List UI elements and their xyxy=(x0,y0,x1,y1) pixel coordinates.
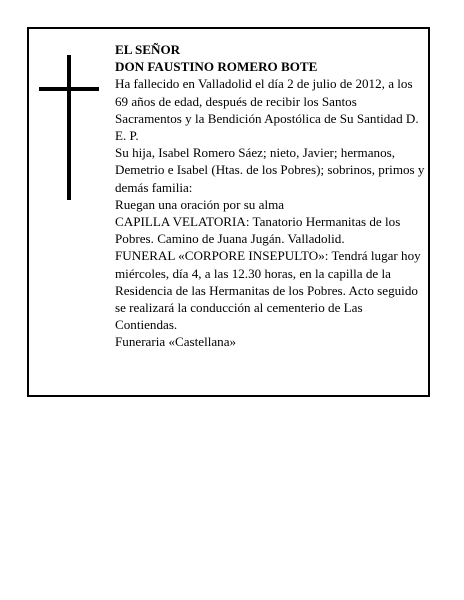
cross-horizontal-bar xyxy=(39,87,99,91)
wake-chapel-info: CAPILLA VELATORIA: Tanatorio Hermanitas de los Pobres. Camino de Juana Jugán. Valladolid. xyxy=(115,214,401,247)
funeral-home: Funeraria «Castellana» xyxy=(115,334,237,350)
funeral-info: FUNERAL «CORPORE INSEPULTO»: Tendrá lugar hoy miércoles, día 4, a las 12.30 horas, en la capilla de la Residencia de las Hermanitas de los Pobres. Acto seguido se realizará la conducción al cementerio de Las Contiendas. xyxy=(115,248,421,333)
family-list: Su hija, Isabel Romero Sáez; nieto, Javier; hermanos, Demetrio e Isabel (Htas. de los Pobres); sobrinos, primos y demás familia: xyxy=(115,145,425,195)
notice-title: EL SEÑOR xyxy=(115,42,181,57)
cross-icon xyxy=(39,55,99,200)
notice-text xyxy=(115,41,425,351)
cross-vertical-bar xyxy=(67,55,71,200)
obituary-notice xyxy=(27,27,430,397)
deceased-name: DON FAUSTINO ROMERO BOTE xyxy=(115,59,318,75)
death-announcement: Ha fallecido en Valladolid el día 2 de julio de 2012, a los 69 años de edad, después de recibir los Santos Sacramentos y la Bendición Apostólica de Su Santidad D. E. P. xyxy=(115,76,419,144)
prayer-request: Ruegan una oración por su alma xyxy=(115,196,285,212)
